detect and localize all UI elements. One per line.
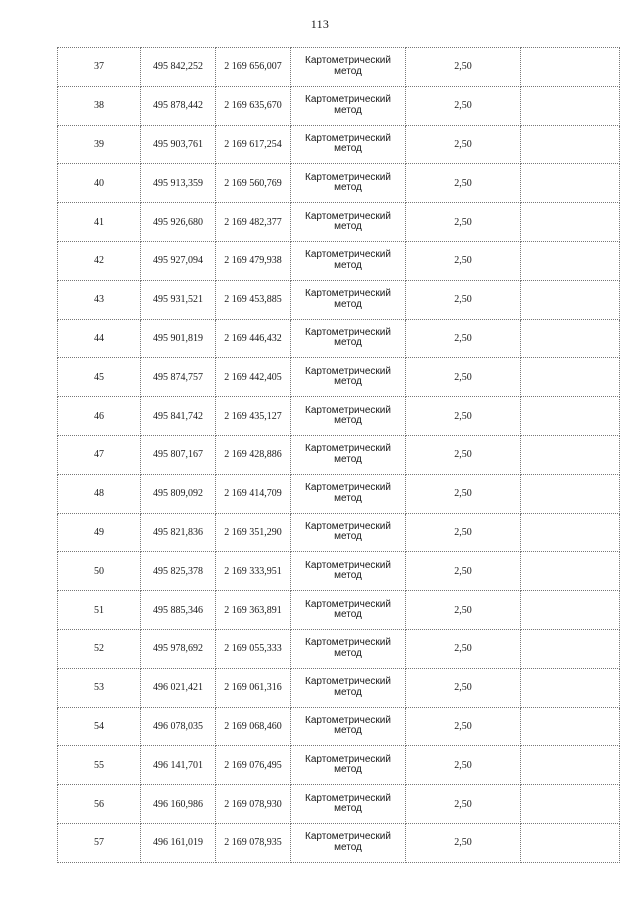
coord-x-cell: 495 885,346 bbox=[141, 591, 216, 630]
method-line2: метод bbox=[334, 337, 362, 349]
table-row bbox=[58, 125, 620, 164]
extra-cell bbox=[521, 48, 620, 87]
method-cell bbox=[291, 746, 406, 785]
method-line1: Картометрический bbox=[305, 210, 391, 222]
table-row bbox=[58, 164, 620, 203]
method-cell bbox=[291, 629, 406, 668]
method-line2: метод bbox=[334, 725, 362, 737]
accuracy-cell: 2,50 bbox=[406, 785, 521, 824]
method-line2: метод bbox=[334, 376, 362, 388]
method-line2: метод bbox=[334, 415, 362, 427]
coord-y-cell: 2 169 435,127 bbox=[216, 397, 291, 436]
table-row bbox=[58, 668, 620, 707]
coord-x-cell: 496 021,421 bbox=[141, 668, 216, 707]
method-cell bbox=[291, 435, 406, 474]
coord-x-cell: 495 841,742 bbox=[141, 397, 216, 436]
table-row bbox=[58, 397, 620, 436]
method-cell bbox=[291, 241, 406, 280]
extra-cell bbox=[521, 474, 620, 513]
extra-cell bbox=[521, 707, 620, 746]
accuracy-cell: 2,50 bbox=[406, 203, 521, 242]
point-number-cell: 37 bbox=[58, 48, 141, 87]
method-line2: метод bbox=[334, 453, 362, 465]
point-number-cell: 38 bbox=[58, 86, 141, 125]
accuracy-cell: 2,50 bbox=[406, 125, 521, 164]
accuracy-cell: 2,50 bbox=[406, 823, 521, 862]
method-line1: Картометрический bbox=[305, 94, 391, 106]
coord-x-cell: 495 931,521 bbox=[141, 280, 216, 319]
method-line1: Картометрический bbox=[305, 443, 391, 455]
table-row bbox=[58, 435, 620, 474]
extra-cell bbox=[521, 280, 620, 319]
method-line1: Картометрический bbox=[305, 520, 391, 532]
coordinates-table-body bbox=[58, 48, 620, 863]
method-line2: метод bbox=[334, 221, 362, 233]
point-number-cell: 39 bbox=[58, 125, 141, 164]
method-cell bbox=[291, 280, 406, 319]
extra-cell bbox=[521, 746, 620, 785]
method-line1: Картометрический bbox=[305, 831, 391, 843]
method-line1: Картометрический bbox=[305, 482, 391, 494]
extra-cell bbox=[521, 513, 620, 552]
method-cell bbox=[291, 513, 406, 552]
accuracy-cell: 2,50 bbox=[406, 629, 521, 668]
point-number-cell: 45 bbox=[58, 358, 141, 397]
method-line2: метод bbox=[334, 259, 362, 271]
page-number: 113 bbox=[310, 17, 330, 31]
coord-y-cell: 2 169 428,886 bbox=[216, 435, 291, 474]
method-cell bbox=[291, 591, 406, 630]
coord-y-cell: 2 169 482,377 bbox=[216, 203, 291, 242]
accuracy-cell: 2,50 bbox=[406, 746, 521, 785]
coord-x-cell: 495 901,819 bbox=[141, 319, 216, 358]
point-number-cell: 47 bbox=[58, 435, 141, 474]
point-number-cell: 52 bbox=[58, 629, 141, 668]
extra-cell bbox=[521, 241, 620, 280]
table-row bbox=[58, 241, 620, 280]
method-cell bbox=[291, 86, 406, 125]
method-line2: метод bbox=[334, 647, 362, 659]
accuracy-cell: 2,50 bbox=[406, 513, 521, 552]
method-line2: метод bbox=[334, 143, 362, 155]
extra-cell bbox=[521, 203, 620, 242]
coord-y-cell: 2 169 078,930 bbox=[216, 785, 291, 824]
coord-x-cell: 495 913,359 bbox=[141, 164, 216, 203]
method-line2: метод bbox=[334, 182, 362, 194]
coord-y-cell: 2 169 351,290 bbox=[216, 513, 291, 552]
method-line1: Картометрический bbox=[305, 249, 391, 261]
table-row bbox=[58, 823, 620, 862]
table-row bbox=[58, 629, 620, 668]
coord-y-cell: 2 169 414,709 bbox=[216, 474, 291, 513]
method-line2: метод bbox=[334, 686, 362, 698]
accuracy-cell: 2,50 bbox=[406, 358, 521, 397]
coord-y-cell: 2 169 076,495 bbox=[216, 746, 291, 785]
extra-cell bbox=[521, 785, 620, 824]
accuracy-cell: 2,50 bbox=[406, 474, 521, 513]
coord-x-cell: 495 825,378 bbox=[141, 552, 216, 591]
coord-x-cell: 495 807,167 bbox=[141, 435, 216, 474]
point-number-cell: 55 bbox=[58, 746, 141, 785]
method-line2: метод bbox=[334, 531, 362, 543]
coord-y-cell: 2 169 453,885 bbox=[216, 280, 291, 319]
method-line2: метод bbox=[334, 841, 362, 853]
table-row bbox=[58, 474, 620, 513]
coordinates-table bbox=[57, 47, 620, 863]
coord-y-cell: 2 169 442,405 bbox=[216, 358, 291, 397]
accuracy-cell: 2,50 bbox=[406, 707, 521, 746]
coord-y-cell: 2 169 479,938 bbox=[216, 241, 291, 280]
table-row bbox=[58, 591, 620, 630]
point-number-cell: 40 bbox=[58, 164, 141, 203]
table-row bbox=[58, 552, 620, 591]
table-row bbox=[58, 707, 620, 746]
method-cell bbox=[291, 319, 406, 358]
extra-cell bbox=[521, 164, 620, 203]
method-cell bbox=[291, 474, 406, 513]
coord-y-cell: 2 169 333,951 bbox=[216, 552, 291, 591]
method-line2: метод bbox=[334, 104, 362, 116]
accuracy-cell: 2,50 bbox=[406, 241, 521, 280]
extra-cell bbox=[521, 397, 620, 436]
point-number-cell: 51 bbox=[58, 591, 141, 630]
table-row bbox=[58, 358, 620, 397]
method-line2: метод bbox=[334, 609, 362, 621]
method-cell bbox=[291, 785, 406, 824]
accuracy-cell: 2,50 bbox=[406, 164, 521, 203]
coord-y-cell: 2 169 635,670 bbox=[216, 86, 291, 125]
coord-y-cell: 2 169 560,769 bbox=[216, 164, 291, 203]
coord-x-cell: 495 978,692 bbox=[141, 629, 216, 668]
coord-x-cell: 496 141,701 bbox=[141, 746, 216, 785]
method-line1: Картометрический bbox=[305, 55, 391, 67]
extra-cell bbox=[521, 552, 620, 591]
accuracy-cell: 2,50 bbox=[406, 435, 521, 474]
method-cell bbox=[291, 823, 406, 862]
coord-y-cell: 2 169 068,460 bbox=[216, 707, 291, 746]
extra-cell bbox=[521, 591, 620, 630]
coord-y-cell: 2 169 055,333 bbox=[216, 629, 291, 668]
point-number-cell: 53 bbox=[58, 668, 141, 707]
method-cell bbox=[291, 707, 406, 746]
point-number-cell: 43 bbox=[58, 280, 141, 319]
coord-x-cell: 495 809,092 bbox=[141, 474, 216, 513]
method-line1: Картометрический bbox=[305, 288, 391, 300]
point-number-cell: 57 bbox=[58, 823, 141, 862]
point-number-cell: 54 bbox=[58, 707, 141, 746]
coord-y-cell: 2 169 617,254 bbox=[216, 125, 291, 164]
point-number-cell: 50 bbox=[58, 552, 141, 591]
method-line2: метод bbox=[334, 764, 362, 776]
method-line1: Картометрический bbox=[305, 792, 391, 804]
point-number-cell: 56 bbox=[58, 785, 141, 824]
coord-x-cell: 495 878,442 bbox=[141, 86, 216, 125]
method-line1: Картометрический bbox=[305, 714, 391, 726]
method-cell bbox=[291, 358, 406, 397]
method-line1: Картометрический bbox=[305, 753, 391, 765]
accuracy-cell: 2,50 bbox=[406, 591, 521, 630]
coord-y-cell: 2 169 446,432 bbox=[216, 319, 291, 358]
table-row bbox=[58, 513, 620, 552]
extra-cell bbox=[521, 319, 620, 358]
method-line2: метод bbox=[334, 570, 362, 582]
method-cell bbox=[291, 48, 406, 87]
method-line1: Картометрический bbox=[305, 132, 391, 144]
table-row bbox=[58, 48, 620, 87]
table-row bbox=[58, 785, 620, 824]
accuracy-cell: 2,50 bbox=[406, 86, 521, 125]
extra-cell bbox=[521, 668, 620, 707]
method-cell bbox=[291, 397, 406, 436]
method-line2: метод bbox=[334, 492, 362, 504]
method-cell bbox=[291, 552, 406, 591]
coord-x-cell: 496 161,019 bbox=[141, 823, 216, 862]
coord-x-cell: 495 903,761 bbox=[141, 125, 216, 164]
coord-y-cell: 2 169 078,935 bbox=[216, 823, 291, 862]
coord-x-cell: 495 927,094 bbox=[141, 241, 216, 280]
accuracy-cell: 2,50 bbox=[406, 552, 521, 591]
extra-cell bbox=[521, 823, 620, 862]
coord-x-cell: 496 160,986 bbox=[141, 785, 216, 824]
point-number-cell: 49 bbox=[58, 513, 141, 552]
coord-y-cell: 2 169 656,007 bbox=[216, 48, 291, 87]
extra-cell bbox=[521, 435, 620, 474]
accuracy-cell: 2,50 bbox=[406, 397, 521, 436]
point-number-cell: 48 bbox=[58, 474, 141, 513]
coord-x-cell: 496 078,035 bbox=[141, 707, 216, 746]
table-row bbox=[58, 319, 620, 358]
accuracy-cell: 2,50 bbox=[406, 48, 521, 87]
extra-cell bbox=[521, 86, 620, 125]
point-number-cell: 44 bbox=[58, 319, 141, 358]
coord-x-cell: 495 874,757 bbox=[141, 358, 216, 397]
coord-y-cell: 2 169 363,891 bbox=[216, 591, 291, 630]
method-line1: Картометрический bbox=[305, 404, 391, 416]
point-number-cell: 46 bbox=[58, 397, 141, 436]
method-cell bbox=[291, 668, 406, 707]
table-row bbox=[58, 86, 620, 125]
table-row bbox=[58, 203, 620, 242]
point-number-cell: 41 bbox=[58, 203, 141, 242]
coord-x-cell: 495 926,680 bbox=[141, 203, 216, 242]
method-line2: метод bbox=[334, 65, 362, 77]
method-line1: Картометрический bbox=[305, 365, 391, 377]
method-cell bbox=[291, 125, 406, 164]
extra-cell bbox=[521, 125, 620, 164]
method-line1: Картометрический bbox=[305, 326, 391, 338]
method-line1: Картометрический bbox=[305, 559, 391, 571]
accuracy-cell: 2,50 bbox=[406, 280, 521, 319]
method-line2: метод bbox=[334, 803, 362, 815]
method-line1: Картометрический bbox=[305, 676, 391, 688]
table-row bbox=[58, 280, 620, 319]
coord-x-cell: 495 821,836 bbox=[141, 513, 216, 552]
coord-x-cell: 495 842,252 bbox=[141, 48, 216, 87]
coord-y-cell: 2 169 061,316 bbox=[216, 668, 291, 707]
extra-cell bbox=[521, 629, 620, 668]
method-line2: метод bbox=[334, 298, 362, 310]
method-line1: Картометрический bbox=[305, 637, 391, 649]
method-cell bbox=[291, 164, 406, 203]
method-line1: Картометрический bbox=[305, 171, 391, 183]
table-row bbox=[58, 746, 620, 785]
point-number-cell: 42 bbox=[58, 241, 141, 280]
accuracy-cell: 2,50 bbox=[406, 319, 521, 358]
extra-cell bbox=[521, 358, 620, 397]
accuracy-cell: 2,50 bbox=[406, 668, 521, 707]
method-line1: Картометрический bbox=[305, 598, 391, 610]
method-cell bbox=[291, 203, 406, 242]
